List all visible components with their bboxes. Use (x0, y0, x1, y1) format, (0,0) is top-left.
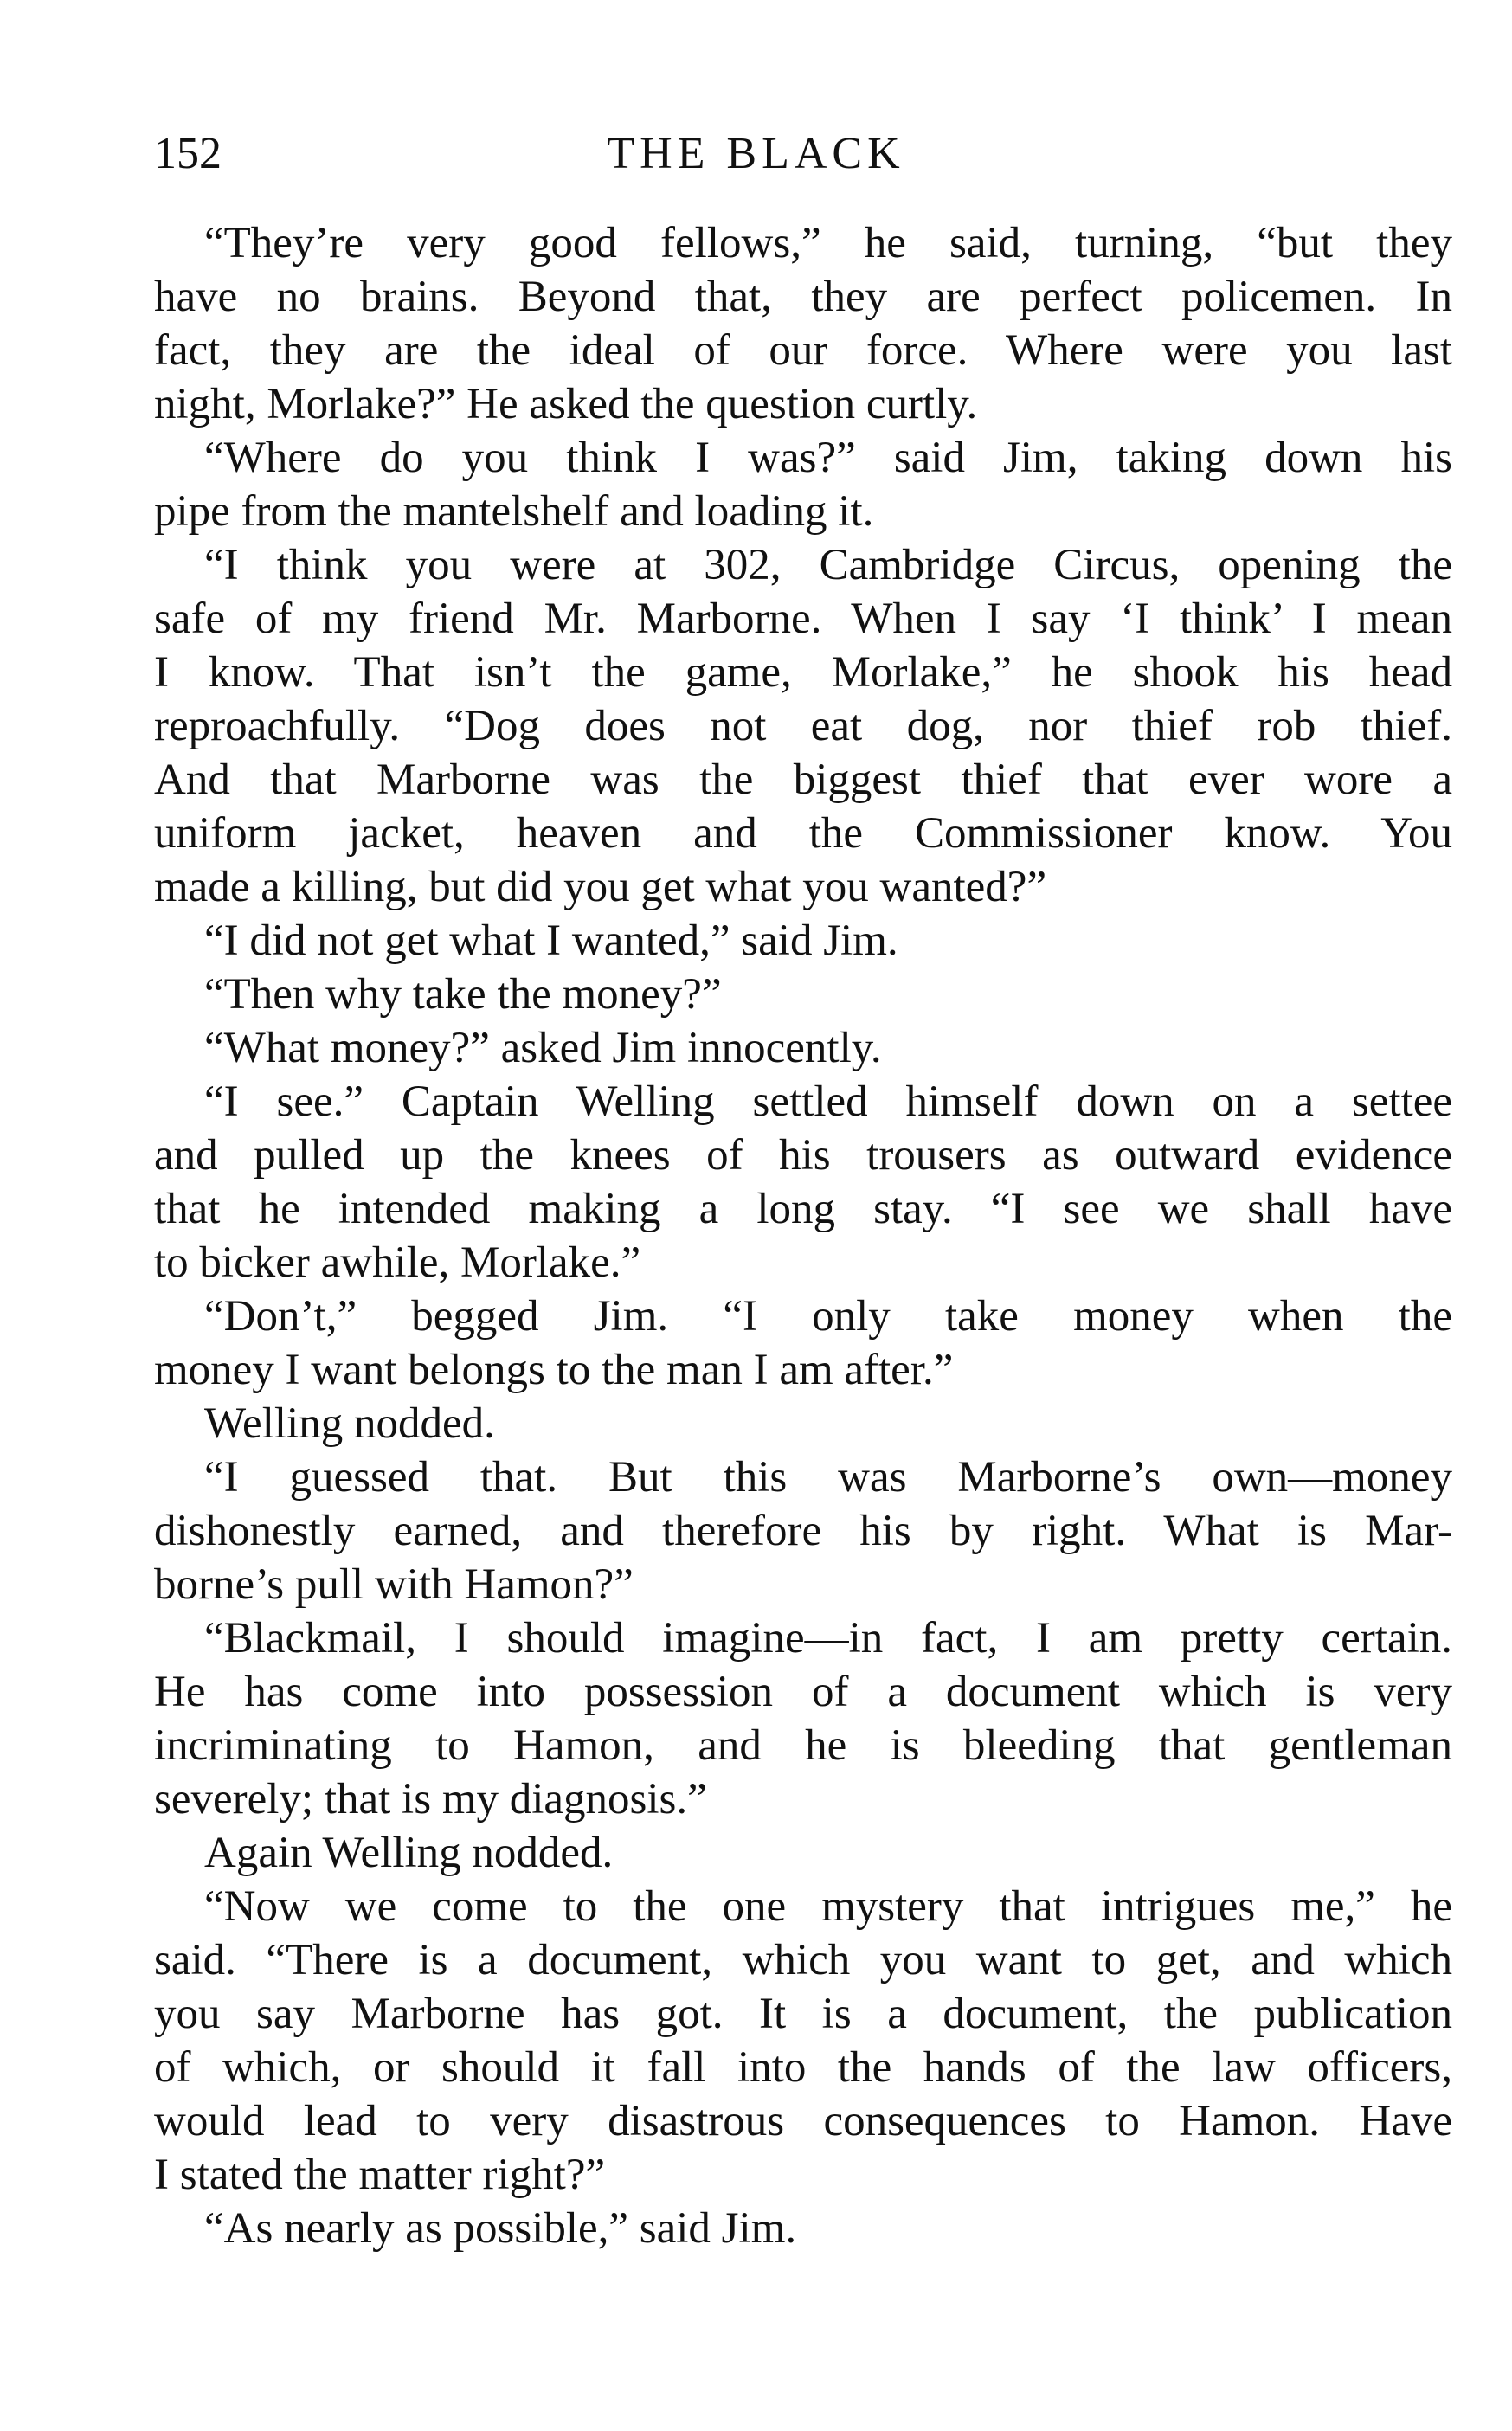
text-line: “I guessed that. But this was Marborne’s own—money (204, 1453, 1452, 1502)
text-line: “Blackmail, I should imagine—in fact, I am pretty certain. (204, 1614, 1452, 1662)
text-line: And that Marborne was the biggest thief that ever wore a (154, 756, 1452, 804)
text-line: have no brains. Beyond that, they are perfect policemen. In (154, 273, 1452, 321)
text-line: would lead to very disastrous consequences to Hamon. Have (154, 2097, 1452, 2145)
text-line: He has come into possession of a document which is very (154, 1668, 1452, 1716)
text-line: fact, they are the ideal of our force. Where were you last (154, 326, 1452, 375)
text-line: “Now we come to the one mystery that intrigues me,” he (204, 1882, 1452, 1931)
text-line: Welling nodded. (204, 1399, 495, 1448)
text-line: “Then why take the money?” (204, 970, 722, 1019)
body-text (154, 216, 1452, 2255)
text-line: I stated the matter right?” (154, 2151, 606, 2199)
text-line: pipe from the mantelshelf and loading it. (154, 487, 874, 536)
text-line: reproachfully. “Dog does not eat dog, nor thief rob thief. (154, 702, 1452, 750)
text-line: safe of my friend Mr. Marborne. When I say ‘I think’ I mean (154, 595, 1452, 643)
text-line: “I did not get what I wanted,” said Jim. (204, 916, 898, 965)
text-line: said. “There is a document, which you want to get, and which (154, 1936, 1452, 1984)
text-line: I know. That isn’t the game, Morlake,” he shook his head (154, 648, 1452, 697)
text-line: night, Morlake?” He asked the question curtly. (154, 380, 978, 428)
text-line: of which, or should it fall into the hands of the law officers, (154, 2043, 1452, 2092)
text-line: that he intended making a long stay. “I see we shall have (154, 1185, 1452, 1233)
text-line: and pulled up the knees of his trousers as outward evidence (154, 1131, 1452, 1180)
text-line: severely; that is my diagnosis.” (154, 1775, 707, 1823)
text-line: “Where do you think I was?” said Jim, taking down his (204, 434, 1452, 482)
text-line: to bicker awhile, Morlake.” (154, 1238, 641, 1287)
text-line: “Don’t,” begged Jim. “I only take money when the (204, 1292, 1452, 1341)
text-line: you say Marborne has got. It is a document, the publication (154, 1990, 1452, 2038)
text-line: uniform jacket, heaven and the Commissioner know. You (154, 809, 1452, 858)
text-line: incriminating to Hamon, and he is bleeding that gentleman (154, 1721, 1452, 1770)
text-line: “I think you were at 302, Cambridge Circus, opening the (204, 541, 1452, 589)
text-line: “I see.” Captain Welling settled himself down on a settee (204, 1077, 1452, 1126)
text-line: “They’re very good fellows,” he said, turning, “but they (204, 219, 1452, 267)
text-line: borne’s pull with Hamon?” (154, 1560, 634, 1609)
text-line: “What money?” asked Jim innocently. (204, 1024, 882, 1072)
text-line: “As nearly as possible,” said Jim. (204, 2204, 797, 2253)
running-head: THE BLACK (607, 129, 905, 178)
text-line: dishonestly earned, and therefore his by right. What is Mar- (154, 1507, 1452, 1555)
page-number: 152 (154, 129, 222, 178)
text-line: made a killing, but did you get what you wanted?” (154, 863, 1047, 911)
text-line: Again Welling nodded. (204, 1829, 614, 1877)
text-line: money I want belongs to the man I am after.” (154, 1346, 954, 1394)
